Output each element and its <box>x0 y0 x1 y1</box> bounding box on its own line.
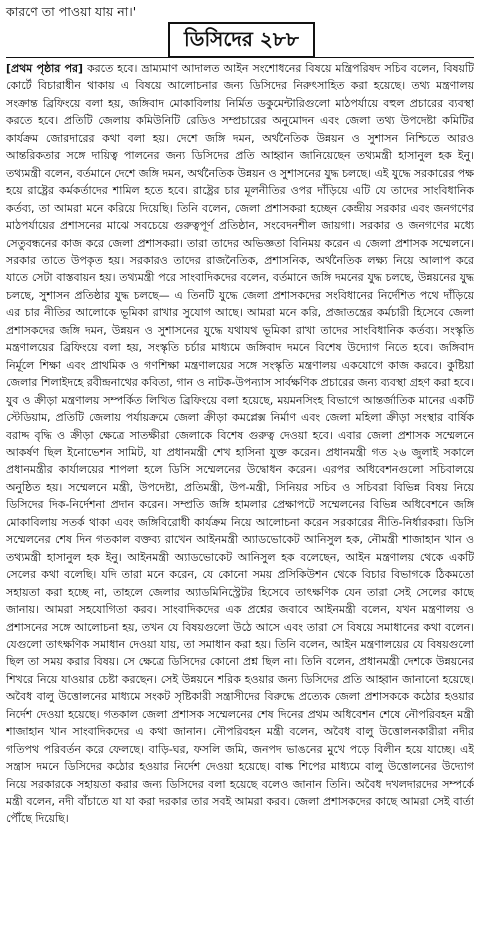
headline-area <box>0 22 480 56</box>
headline-rule <box>6 57 474 58</box>
article-text: করতে হবে। ভ্রাম্যমাণ আদালত আইন সংশোধনের বিষয়ে মন্ত্রিপরিষদ সচিব বলেন, বিষয়টি কোর্টে বিচারাধীন থাকায় এ বিষয়ে আলোচনার জন্য ডিসিদের নিরুৎসাহিত করা হয়েছে। তথ্য মন্ত্রণালয় সংক্রান্ত ব্রিফিংয়ে বলা হয়, জঙ্গিবাদ মোকাবিলায় নির্মিত ডকুমেন্টারিগুলো মাঠপর্যায়ে বহুল প্রচারের ব্যবস্থা করতে হবে। প্রতিটি জেলায় কমিউনিটি রেডিও সম্প্রচারের অনুমোদন এবং জেলা তথ্য উপদেষ্টা কমিটির কার্যক্রম জোরদারের কথা বলা হয়। দেশে জঙ্গি দমন, অর্থনৈতিক উন্নয়ন ও সুশাসন নিশ্চিতে আরও আন্তরিকতার সঙ্গে দায়িত্ব পালনের জন্য ডিসিদের প্রতি আহ্বান জানিয়েছেন তথ্যমন্ত্রী হাসানুল হক ইনু। তথ্যমন্ত্রী বলেন, বর্তমানে দেশে জঙ্গি দমন, অর্থনৈতিক উন্নয়ন ও সুশাসনের যুদ্ধ চলছে। এই যুদ্ধে সরকারের পক্ষ হয়ে রাষ্ট্রের কর্মকর্তাদের শামিল হতে হবে। রাষ্ট্রের চার মূলনীতির ওপর দাঁড়িয়ে এটি যে তাদের সাংবিধানিক কর্তব্য, তা আমরা মনে করিয়ে দিয়েছি। তিনি বলেন, জেলা প্রশাসকরা হচ্ছেন কেন্দ্রীয় সরকার এবং জনগণের মাঠপর্যায়ের প্রশাসনের মাঝে সবচেয়ে গুরুত্বপূর্ণ প্রতিষ্ঠান, সংবেদনশীল জায়গা। সরকার ও জনগণের মধ্যে সেতুবন্ধনের কাজ করে জেলা প্রশাসকরা। তারা তাদের অভিজ্ঞতা বিনিময় করেন এ জেলা প্রশাসক সম্মেলনে। সরকার তাতে উপকৃত হয়। সরকারও তাদের রাজনৈতিক, প্রশাসনিক, অর্থনৈতিক লক্ষ্য নিয়ে আলাপ করে যাতে সেটা বাস্তবায়ন হয়। তথ্যমন্ত্রী পরে সাংবাদিকদের বলেন, বর্তমানে জঙ্গি দমনের যুদ্ধ চলছে, উন্নয়নের যুদ্ধ চলছে, সুশাসন প্রতিষ্ঠার যুদ্ধ চলছে— এ তিনটি যুদ্ধে জেলা প্রশাসকদের সংবিধানের নির্দেশিত পথে দাঁড়িয়ে এর চার নীতির আলোকে ভূমিকা রাখার সুযোগ আছে। আমরা মনে করি, প্রজাতন্ত্রের কর্মচারী হিসেবে জেলা প্রশাসকদের জঙ্গি দমন, উন্নয়ন ও সুশাসনের যুদ্ধে যথাযথ ভূমিকা রাখা তাদের সাংবিধানিক কর্তব্য। সংস্কৃতি মন্ত্রণালয়ের ব্রিফিংয়ে বলা হয়, সংস্কৃতি চর্চার মাধ্যমে জঙ্গিবাদ দমনে বিশেষ উদ্যোগ নিতে হবে। জঙ্গিবাদ নির্মূলে শিক্ষা এবং প্রাথমিক ও গণশিক্ষা মন্ত্রণালয়ের সঙ্গে সংস্কৃতি মন্ত্রণালয় একযোগে কাজ করবে। কুষ্টিয়া জেলার শিলাইদহে রবীন্দ্রনাথের কবিতা, গান ও নাটক-উপন্যাস সার্বক্ষণিক প্রচারের জন্য ব্যবস্থা গ্রহণ করা হবে। যুব ও ক্রীড়া মন্ত্রণালয় সম্পর্কিত লিখিত ব্রিফিংয়ে বলা হয়েছে, ময়মনসিংহ বিভাগে আন্তর্জাতিক মানের একটি স্টেডিয়াম, প্রতিটি জেলায় পর্যায়ক্রমে জেলা ক্রীড়া কমপ্লেক্স নির্মাণ এবং জেলা মহিলা ক্রীড়া সংস্থার বার্ষিক বরাদ্দ বৃদ্ধি ও ক্রীড়া ক্ষেত্রে সাতক্ষীরা জেলাকে বিশেষ গুরুত্ব দেওয়া হবে। এবার জেলা প্রশাসক সম্মেলনে আকর্ষণ ছিল ইনোভেশন সামিট, যা প্রধানমন্ত্রী শেখ হাসিনা যুক্ত করেন। প্রধানমন্ত্রী গত ২৬ জুলাই সকালে প্রধানমন্ত্রীর কার্যালয়ের শাপলা হলে ডিসি সম্মেলনের উদ্বোধন করেন। এরপর অধিবেশনগুলো সচিবালয়ে অনুষ্ঠিত হয়। সম্মেলনে মন্ত্রী, উপদেষ্টা, প্রতিমন্ত্রী, উপ-মন্ত্রী, সিনিয়র সচিব ও সচিবরা বিভিন্ন বিষয় নিয়ে ডিসিদের দিক-নির্দেশনা প্রদান করেন। সম্প্রতি জঙ্গি হামলার প্রেক্ষাপটে সম্মেলনের বিভিন্ন অধিবেশনে জঙ্গি মোকাবিলায় সতর্ক থাকা এবং জঙ্গিবিরোধী কার্যক্রম নিয়ে আলোচনা করেন সরকারের নীতি-নির্ধারকরা। ডিসি সম্মেলনের শেষ দিন গতকাল বক্তব্য রাখেন আইনমন্ত্রী অ্যাডভোকেট আনিসুল হক, নৌমন্ত্রী শাজাহান খান ও তথ্যমন্ত্রী হাসানুল হক ইনু। আইনমন্ত্রী অ্যাডভোকেট আনিসুল হক বলেছেন, আইন মন্ত্রণালয় থেকে একটি সেলের কথা বলেছি। যদি তারা মনে করেন, যে কোনো সময় প্রসিকিউশন থেকে বিচার বিভাগকে ঠিকমতো সহায়তা করা হচ্ছে না, তাহলে জেলার অ্যাডমিনিস্ট্রেটর হিসেবে তাৎক্ষণিক যেন তারা সেই সেলের কাছে জানায়। আমরা সহযোগিতা করব। সাংবাদিকদের এক প্রশ্নের জবাবে আইনমন্ত্রী বলেন, যখন মন্ত্রণালয় ও প্রশাসনের সঙ্গে আলোচনা হয়, তখন যে বিষয়গুলো উঠে আসে এবং তারা সে বিষয়ে সমাধানের কথা বলেন। যেগুলো তাৎক্ষণিক সমাধান দেওয়া যায়, তা সমাধান করা হয়। তিনি বলেন, আইন মন্ত্রণালয়ের যে বিষয়গুলো ছিল তা সময় করার বিষয়। সে ক্ষেত্রে ডিসিদের কোনো প্রশ্ন ছিল না। তিনি বলেন, প্রধানমন্ত্রী দেশকে উন্নয়নের শিখরে নিয়ে যাওয়ার চেষ্টা করছেন। সেই উন্নয়নে শরিক হওয়ার জন্য ডিসিদের প্রতি আহ্বান জানানো হয়েছে। অবৈধ বালু উত্তোলনের মাধ্যমে সংকট সৃষ্টিকারী সন্ত্রাসীদের বিরুদ্ধে প্রত্যেক জেলা প্রশাসককে কঠোর হওয়ার নির্দেশ দেওয়া হয়েছে। গতকাল জেলা প্রশাসক সম্মেলনের শেষ দিনের প্রথম অধিবেশন শেষে নৌপরিবহন মন্ত্রী শাজাহান খান সাংবাদিকদের এ কথা জানান। নৌপরিবহন মন্ত্রী বলেন, অবৈধ বালু উত্তোলনকারীরা নদীর গতিপথ পরিবর্তন করে ফেলছে। বাড়ি-ঘর, ফসলি জমি, জনপদ ভাঙনের মুখে পড়ে বিলীন হয়ে যাচ্ছে। এই সন্ত্রাস দমনে ডিসিদের কঠোর হওয়ার নির্দেশ দেওয়া হয়েছে। বাল্ক শিপের মাধ্যমে বালু উত্তোলনের উদ্যোগ নিয়ে সরকারকে সহায়তা করার জন্য ডিসিদের বলা হয়েছে বলেও জানান তিনি। অবৈধ দখলদারদের সম্পর্কে মন্ত্রী বলেন, নদী বাঁচাতে যা যা করা দরকার তার সবই আমরা করব। জেলা প্রশাসকদের কাছে আমরা সেই বার্তা পৌঁছে দিয়েছি। <box>6 62 474 826</box>
continuation-label: [প্রথম পৃষ্ঠার পর] <box>6 62 83 75</box>
article-body <box>6 60 474 940</box>
previous-column-ending: কারণে তা পাওয়া যায় না।' <box>6 4 137 19</box>
article-paragraph <box>6 60 474 828</box>
article-headline: ডিসিদের ২৮৮ <box>168 22 315 58</box>
